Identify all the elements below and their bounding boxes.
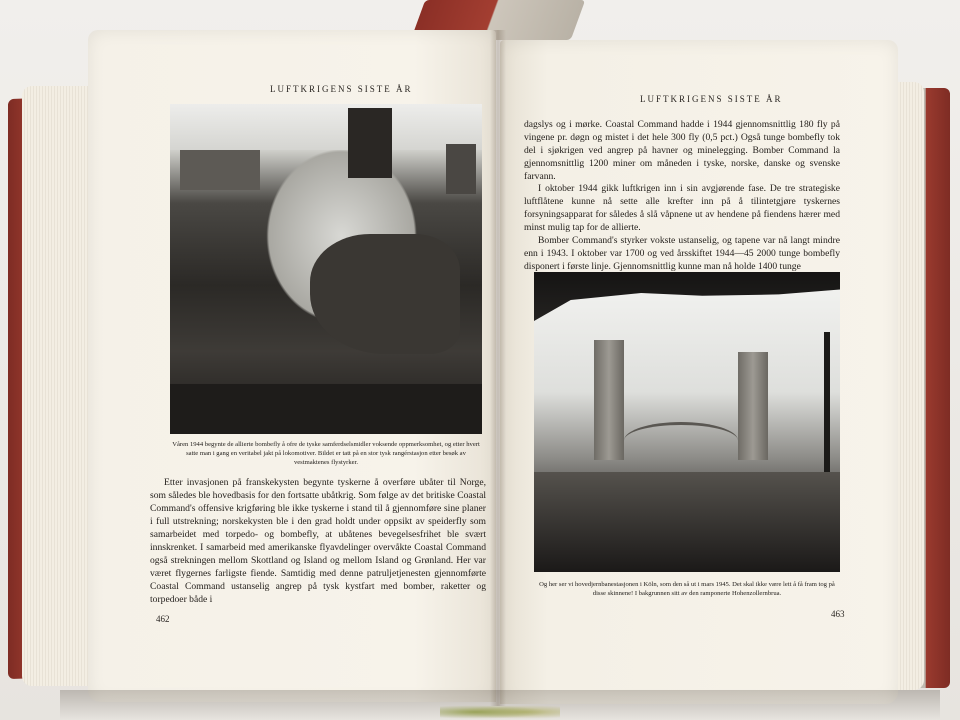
rubble-foreground <box>170 384 482 434</box>
photo-koln-station <box>534 272 840 572</box>
running-head-right: LUFTKRIGENS SISTE ÅR <box>640 94 783 104</box>
station-pillar <box>824 332 830 492</box>
photo-sky <box>170 104 482 150</box>
ruined-buildings <box>180 150 260 190</box>
caption-right: Og her ser vi hovedjernbanestasjonen i Köln, som den så ut i mars 1945. Det skal ikke være lett å få fram tog på disse skinnene! I bakgrunnen sitt av den ramponerte Hohenzollernbrua. <box>539 581 835 597</box>
ruined-tower <box>348 108 392 178</box>
paragraph-october-1944: I oktober 1944 gikk luftkrigen inn i sin avgjørende fase. De tre strategiske luftflåtene kunne nå sette alle krefter inn på å tilintetgjøre tyskernes forsyningsapparat for således å slå våpnene ut av hendene på fiendens hærer med minst mulig tap for de allierte. <box>524 183 840 233</box>
running-head-left: LUFTKRIGENS SISTE ÅR <box>270 84 413 94</box>
station-roof-arch <box>534 272 840 342</box>
page-number-right: 463 <box>831 609 845 619</box>
page-number-left: 462 <box>156 614 170 624</box>
plant-leaf <box>440 704 560 720</box>
body-text-left: Etter invasjonen på franskekysten begynte tyskerne å overføre ubåter til Norge, som således ble hovedbasis for den fortsatte ubåtkrig. Som følge av det britiske Coastal Command's offensive krigføring ble ikke tyskerne i stand til å gjennomføre sine planer i full utstrekning; norskekysten ble i den grad holdt under oppsikt av speiderfly som samarbeidet med torpedo- og bombefly, at ubåtenes bevegelsesfrihet ble svært innskrenket. I samarbeid med amerikanske flyavdelinger overvåkte Coastal Command også strekningen mellom Skottland og Island og mellom Island og Grønland. Her var været flygernes farligste fiende. Samtidig med denne patruljetjenesten gjennomførte Coastal Command ustanselig angrep på tysk kystfart med bomber, raketter og torpedoer både i <box>150 477 486 605</box>
paragraph-bomber-command: Bomber Command's styrker vokste ustanselig, og tapene var nå langt mindre enn i 1943. I oktober var 1700 og ved årsskiftet 1944—45 2000 tunge bombefly disponert i første linje. Gjennomsnittlig kunne man nå holde 1400 tunge <box>524 235 840 272</box>
body-text-right-mid <box>524 182 840 273</box>
body-text-right-top: dagslys og i mørke. Coastal Command hadde i 1944 gjennomsnittlig 180 fly på vingene pr. døgn og mistet i det hele 300 fly (0,5 pct.) Også tunge bombefly tok del i sjøkrigen ved angrep på havner og minelegging. Bomber Command la gjennomsnittlig 1200 miner om måneden i tyske, norske, danske og svenske farvann. <box>524 119 840 182</box>
rubble-tracks <box>534 472 840 572</box>
photo-train-wreckage <box>170 104 482 434</box>
bridge-tower-right <box>738 352 768 460</box>
ruined-wall <box>446 144 476 194</box>
caption-left: Våren 1944 begynte de allierte bombefly å ofre de tyske samferdselsmidler voksende oppmerksomhet, og etter hvert satte man i gang en veritabel jakt på lokomotiver. Bildet er tatt på en stor tysk rangérstasjon etter besøk av vestmaktenes flystyrker. <box>172 441 480 466</box>
locomotive-wreck <box>310 234 460 354</box>
book-gutter <box>490 30 506 706</box>
hohenzollern-bridge <box>624 422 738 459</box>
bridge-tower-left <box>594 340 624 460</box>
